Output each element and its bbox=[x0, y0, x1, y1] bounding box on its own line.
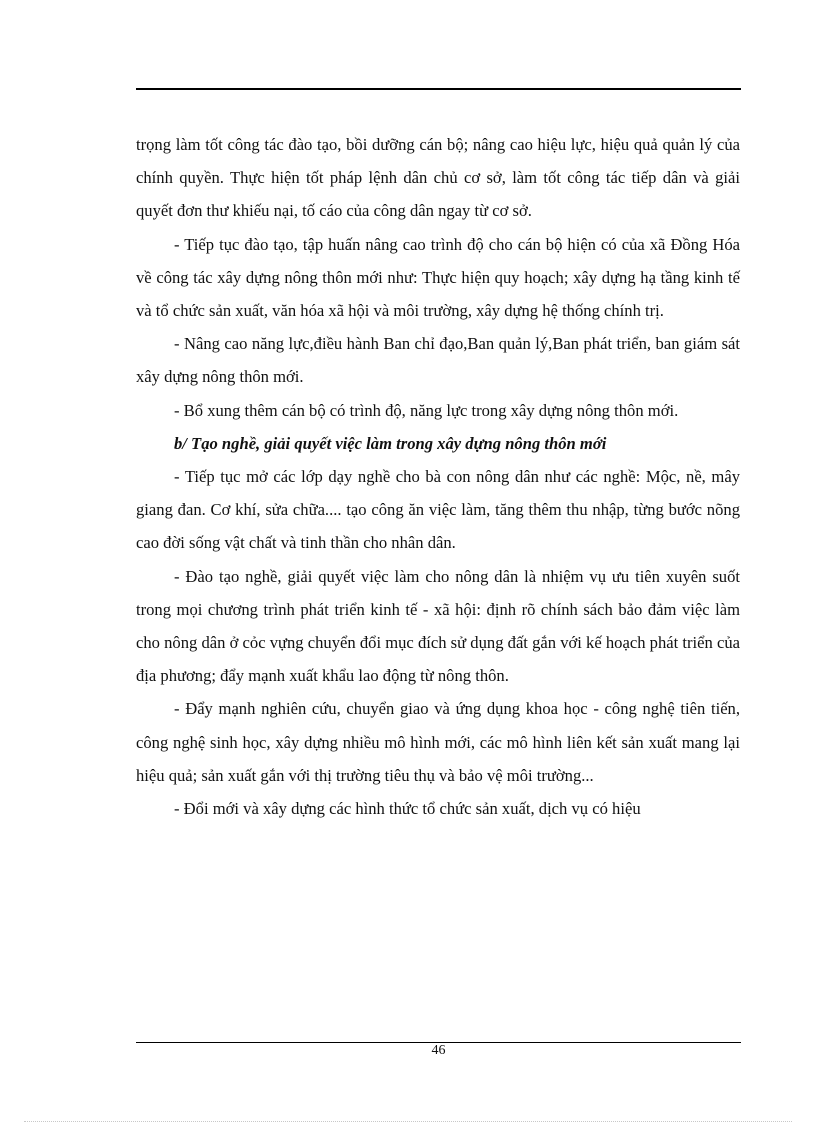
bullet-paragraph: - Nâng cao năng lực,điều hành Ban chỉ đạo,Ban quản lý,Ban phát triển, ban giám sát xây dựng nông thôn mới. bbox=[136, 334, 740, 387]
bullet-paragraph: - Bổ xung thêm cán bộ có trình độ, năng lực trong xây dựng nông thôn mới. bbox=[174, 400, 679, 420]
bullet-paragraph: - Đào tạo nghề, giải quyết việc làm cho nông dân là nhiệm vụ ưu tiên xuyên suốt trong mọi chương trình phát triển kinh tế - xã hội: định rõ chính sách bảo đảm việc làm cho nông dân ở cỏc vựng chuyển đổi mục đích sử dụng đất gắn với kế hoạch phát triển của địa phương; đẩy mạnh xuất khẩu lao động từ nông thôn. bbox=[136, 566, 740, 686]
body-paragraph: trọng làm tốt công tác đào tạo, bồi dưỡng cán bộ; nâng cao hiệu lực, hiệu quả quản lý của chính quyền. Thực hiện tốt pháp lệnh dân chủ cơ sở, làm tốt công tác tiếp dân và giải quyết đơn thư khiếu nại, tố cáo của công dân ngay từ cơ sở. bbox=[136, 135, 740, 221]
header-rule bbox=[136, 88, 741, 90]
section-subheading: b/ Tạo nghề, giải quyết việc làm trong xây dựng nông thôn mới bbox=[174, 433, 607, 453]
page-body bbox=[136, 128, 740, 825]
bullet-paragraph: - Đẩy mạnh nghiên cứu, chuyển giao và ứng dụng khoa học - công nghệ tiên tiến, công nghệ sinh học, xây dựng nhiều mô hình mới, các mô hình liên kết sản xuất mang lại hiệu quả; sản xuất gắn với thị trường tiêu thụ và bảo vệ môi trường... bbox=[136, 699, 740, 785]
page-bottom-dotted-border bbox=[24, 1121, 792, 1122]
bullet-paragraph: - Tiếp tục mở các lớp dạy nghề cho bà con nông dân như các nghề: Mộc, nề, mây giang đan. Cơ khí, sửa chữa.... tạo công ăn việc làm, tăng thêm thu nhập, từng bước nõng cao đời sống vật chất và tinh thần cho nhân dân. bbox=[136, 467, 740, 553]
page-number: 46 bbox=[431, 1043, 446, 1058]
bullet-paragraph: - Đổi mới và xây dựng các hình thức tổ chức sản xuất, dịch vụ có hiệu bbox=[174, 799, 641, 819]
bullet-paragraph: - Tiếp tục đào tạo, tập huấn nâng cao trình độ cho cán bộ hiện có của xã Đồng Hóa về công tác xây dựng nông thôn mới như: Thực hiện quy hoạch; xây dựng hạ tầng kinh tế và tổ chức sản xuất, văn hóa xã hội và môi trường, xây dựng hệ thống chính trị. bbox=[136, 234, 740, 321]
